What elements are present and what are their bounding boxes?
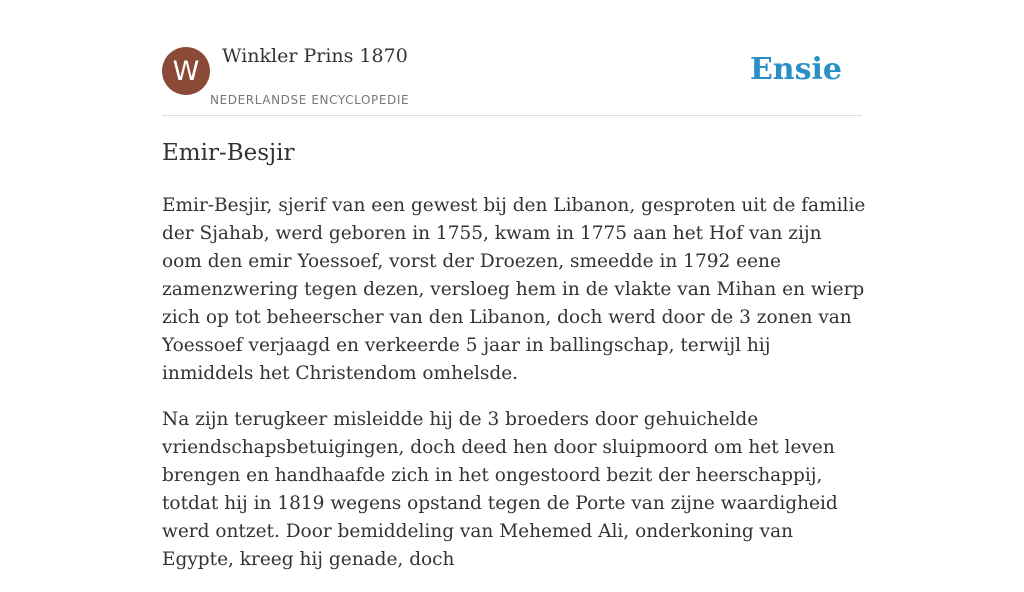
article-paragraph: Emir-Besjir, sjerif van een gewest bij den Libanon, gesproten uit de familie der Sjahab, werd geboren in 1755, kwam in 1775 aan het Hof van zijn oom den emir Yoessoef, vorst der Droezen, smeedde in 1792 eene zamenzwering tegen dezen, versloeg hem in de vlakte van Mihan en wierp zich op tot beheerscher van den Libanon, doch werd door de 3 zonen van Yoessoef verjaagd en verkeerde 5 jaar in ballingschap, terwijl hij inmiddels het Christendom omhelsde. [162,195,866,384]
article-title: Emir-Besjir [162,140,295,166]
article-paragraph: Na zijn terugkeer misleidde hij de 3 broeders door gehuichelde vriendschapsbetuigingen, doch deed hen door sluipmoord om het leven brengen en handhaafde zich in het ongestoord bezit der heerschappij, totdat hij in 1819 wegens opstand tegen de Porte van zijne waardigheid werd ontzet. Door bemiddeling van Mehemed Ali, onderkoning van Egypte, kreeg hij genade, doch [162,409,838,570]
source-subtitle: NEDERLANDSE ENCYCLOPEDIE [210,93,410,107]
ensie-logo-link[interactable]: Ensie [749,52,842,87]
source-avatar[interactable]: W [162,47,210,95]
header-divider [162,115,862,116]
source-title[interactable]: Winkler Prins 1870 [222,45,408,67]
article-body [162,192,866,592]
